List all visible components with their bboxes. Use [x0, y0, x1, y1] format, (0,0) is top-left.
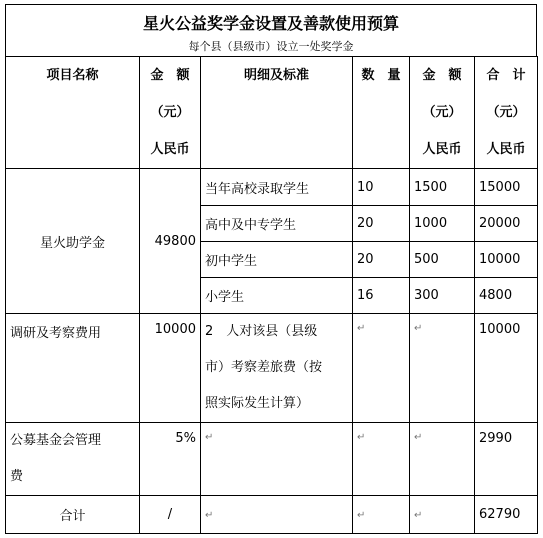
research-detail-cell: 2 人对该县（县级 市）考察差旅费（按 照实际发生计算） — [201, 314, 353, 423]
quantity-cell: 16 — [353, 278, 410, 314]
unit-amount-cell: 300 — [410, 278, 475, 314]
management-quantity-cell: ↵ — [353, 423, 410, 496]
management-amount-cell: 5% — [140, 423, 201, 496]
total-cell: 4800 — [475, 278, 538, 314]
header-quantity: 数 量 — [353, 57, 410, 169]
sum-amount-cell: / — [140, 496, 201, 534]
table-row — [6, 169, 538, 206]
sum-detail-cell: ↵ — [201, 496, 353, 534]
budget-table — [5, 56, 538, 534]
header-unit-amount: 金 额 （元） 人民币 — [410, 57, 475, 169]
management-detail-cell: ↵ — [201, 423, 353, 496]
detail-cell: 小学生 — [201, 278, 353, 314]
total-cell: 10000 — [475, 242, 538, 278]
unit-amount-cell: 500 — [410, 242, 475, 278]
document-title: 星火公益奖学金设置及善款使用预算 — [142, 14, 399, 33]
document-subtitle: 每个县（县级市）设立一处奖学金 — [188, 40, 354, 53]
sum-name-cell: 合计 — [6, 496, 140, 534]
quantity-cell: 20 — [353, 206, 410, 242]
management-unit-amount-cell: ↵ — [410, 423, 475, 496]
header-row — [6, 57, 538, 169]
title-box — [5, 4, 537, 57]
sum-total-cell: 62790 — [475, 496, 538, 534]
table-row — [6, 423, 538, 496]
total-cell: 20000 — [475, 206, 538, 242]
research-quantity-cell: ↵ — [353, 314, 410, 423]
sum-unit-amount-cell: ↵ — [410, 496, 475, 534]
research-amount-cell: 10000 — [140, 314, 201, 423]
detail-cell: 高中及中专学生 — [201, 206, 353, 242]
scholarship-amount-cell: 49800 — [140, 169, 201, 314]
header-detail: 明细及标准 — [201, 57, 353, 169]
research-total-cell: 10000 — [475, 314, 538, 423]
quantity-cell: 10 — [353, 169, 410, 206]
total-cell: 15000 — [475, 169, 538, 206]
detail-cell: 初中学生 — [201, 242, 353, 278]
unit-amount-cell: 1500 — [410, 169, 475, 206]
quantity-cell: 20 — [353, 242, 410, 278]
detail-cell: 当年高校录取学生 — [201, 169, 353, 206]
management-total-cell: 2990 — [475, 423, 538, 496]
header-total: 合 计 （元） 人民币 — [475, 57, 538, 169]
management-name-cell: 公募基金会管理 费 — [6, 423, 140, 496]
sum-quantity-cell: ↵ — [353, 496, 410, 534]
table-row — [6, 314, 538, 423]
header-item-name: 项目名称 — [6, 57, 140, 169]
research-name-cell: 调研及考察费用 — [6, 314, 140, 423]
header-amount: 金 额 （元） 人民币 — [140, 57, 201, 169]
scholarship-name-cell: 星火助学金 — [6, 169, 140, 314]
table-row — [6, 496, 538, 534]
research-unit-amount-cell: ↵ — [410, 314, 475, 423]
unit-amount-cell: 1000 — [410, 206, 475, 242]
